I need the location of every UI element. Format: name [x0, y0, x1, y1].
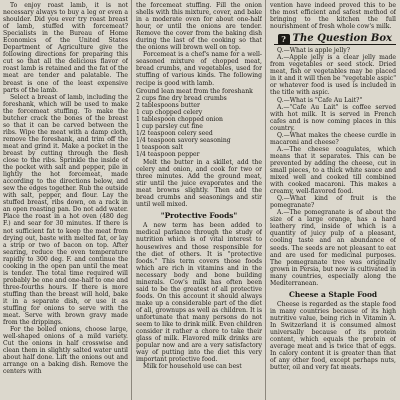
column-rule-right — [265, 0, 266, 400]
qa-line: A.—Apple jelly is a clear jelly made from vegetables or seed stock. Dried meat, fish or vegetables may be placed in it and it will then be "vegetable aspic" or whatever food is used is included in the title with aspic. — [270, 54, 396, 97]
ingredient-line: 1 cup chopped celery — [136, 108, 203, 116]
forcemeat-intro: the forcemeat stuffing. Fill the onion shells with this mixture, cover, and bake in a moderate oven for about one-half hour, or until the onions are tender. Remove the cover from the baking dish during the last of the cooking so that the onions will brown well on top. — [136, 2, 262, 52]
question-box-title: The Question Box — [292, 33, 392, 45]
lamb-paragraph: Select a breast of lamb, including the foreshank, which will be used to make the forcemeat stuffing. To make the butcher crack the bones of the breast so that it can be carved between the ribs. Wipe the meat with a damp cloth, remove the foreshank, and trim off the meat and grind it. Make a pocket in the breast by cutting through the flesh close to the ribs. Sprinkle the inside of the pocket with salt and pepper, pile in lightly the hot forcemeat, made according to the directions below, and sew the edges together. Rub the outside with salt, pepper, and flour. Lay the stuffed breast, ribs down, on a rack in an open roasting pan. Do not add water. Place the roast in a hot oven (480 deg F.) and sear for 30 minutes. If there is not sufficient fat to keep the meat from drying out, baste with melted fat, or lay a strip or two of bacon on top. After searing, reduce the oven temperature rapidly to 300 deg. F. and continue the cooking in the open pan until the meat is tender. The total time required will probably be one and one-half to one and three-fourths hours. If there is more stuffing than the breast will hold, bake it in a separate dish, or use it as stuffing for onions to serve with the meat. Serve with brown gravy made from the drippings. — [3, 93, 128, 327]
column-question-box — [270, 2, 396, 400]
column-forcemeat-protective-foods — [136, 2, 262, 400]
ingredient-line: 1 teaspoon salt — [136, 143, 183, 151]
ingredient-line: 1/4 teaspoon savory seasoning — [136, 136, 231, 144]
lamb-paragraph: To enjoy roast lamb, it is not necessary always to buy a leg or even a shoulder. Did you ever try roast breast of lamb, stuffed with forcemeat? Specialists in the Bureau of Home Economics of the United States Department of Agriculture give the following directions for preparing this cut so that all the delicious flavor of roast lamb is retained and the fat of the meat are tender and palatable. The breast is one of the least expensive parts of the lamb. — [3, 2, 128, 94]
column-lamb-article — [3, 2, 128, 400]
ingredient-line: 1 cup parsley cut fine — [136, 122, 203, 130]
cheese-heading: Cheese a Staple Food — [288, 289, 378, 299]
recipe-method: Melt the butter in a skillet, add the celery and onion, and cook for two or three minutes. Add the ground meat, stir until the juice evaporates and the meat browns slightly. Then add the bread crumbs and seasonings and stir until well mixed. — [136, 159, 262, 209]
question-box-heading — [270, 32, 396, 45]
qa-line: A.—The cheese coagulates, which means that it separates. This can be prevented by adding the cheese, cut in small pieces, to a thick white sauce and mixed well and cooked till combined with cooked macaroni. This makes a creamy, well-flavored food. — [270, 145, 396, 196]
ingredient-line: 2 cups fine dry bread crumbs — [136, 94, 227, 102]
qa-line: A.—"Cafe Au Lait" is coffee served with hot milk. It is served in French cafes and is now coming places in this country. — [270, 103, 396, 132]
question-mark-icon: ? — [278, 34, 290, 45]
ingredient-line: 1 tablespoon chopped onion — [136, 115, 223, 123]
forcemeat-recipe — [136, 88, 262, 158]
forcemeat-description: Forcemeat is a chef's name for a well-seasoned mixture of chopped meat, bread crumbs, and vegetables, used for stuffing of various kinds. The following recipe is good with lamb. — [136, 51, 262, 87]
qa-line: Q.—What makes the cheese curdle in macaroni and cheese? — [270, 131, 396, 146]
protective-foods-paragraph: Milk for household use can best — [143, 363, 242, 371]
qa-line: A.—The pomegranate is of about the size of a large orange, has a hard leathery rind, inside of which is a quantity of juicy pulp of a pleasant, cooling taste and an abundance of seeds. The seeds are not pleasant to eat and are used for medicinal purposes. The pomegranate tree was originally grown in Persia, but now is cultivated in many countries, especially along the Mediterranean. — [270, 209, 396, 287]
recipe-title: Ground lean meat from the foreshank — [136, 87, 253, 95]
cheese-paragraph: Cheese is regarded as the staple food in many countries because of its high nutritive value, being rich in Vitamin A. In Switzerland it is consumed almost universally because of its protein content, which equals the protein of average meat and is twice that of eggs. In calory content it is greater than that of any other food, except perhaps nuts, butter, oil and very fat meats. — [270, 300, 396, 372]
ingredient-line: 1/2 teaspoon celery seed — [136, 129, 213, 137]
lamb-paragraph: For the boiled onions, choose large, well-shaped onions of a mild variety. Cut the onions in half crosswise and clean them in slightly salted water until about half done. Lift the onions out and arrange on a baking dish. Remove the centers with — [3, 326, 128, 376]
ingredient-line: 1/4 teaspoon pepper — [136, 150, 200, 158]
protective-foods-paragraph: A new term has been added to medical parlance through the study of nutrition which is of vital interest to housewives and those responsible for the diet of others. It is "protective foods." This term covers those foods which are rich in vitamins and in the necessary body and bone building minerals. Cow's milk has often been said to be the greatest of all protective foods. On this account it should always make up a considerable part of the diet of all, grownups as well as children. It is unfortunate that many persons do not seem to like to drink milk. Even children consider it rather a chore to take their glass of milk. Flavored milk drinks are popular now and are a very satisfactory way of putting into the diet this very important protective food. — [136, 222, 262, 364]
qa-line: Q.—What kind of fruit is the pomegranate? — [270, 195, 396, 210]
milk-continuation: vention have indeed proved this to be the most efficient and safest method of bringing to the kitchen the full nourishment of fresh whole cow's milk. — [270, 2, 396, 31]
column-rule-left — [131, 0, 132, 400]
qa-line: Q.—What is "Cafe Au Lait?" — [277, 96, 363, 104]
ingredient-line: 2 tablespoons butter — [136, 101, 200, 109]
qa-line: Q.—What is apple jelly? — [277, 47, 350, 55]
protective-foods-heading: "Protective Foods" — [160, 211, 238, 221]
question-answer-list — [270, 47, 396, 287]
